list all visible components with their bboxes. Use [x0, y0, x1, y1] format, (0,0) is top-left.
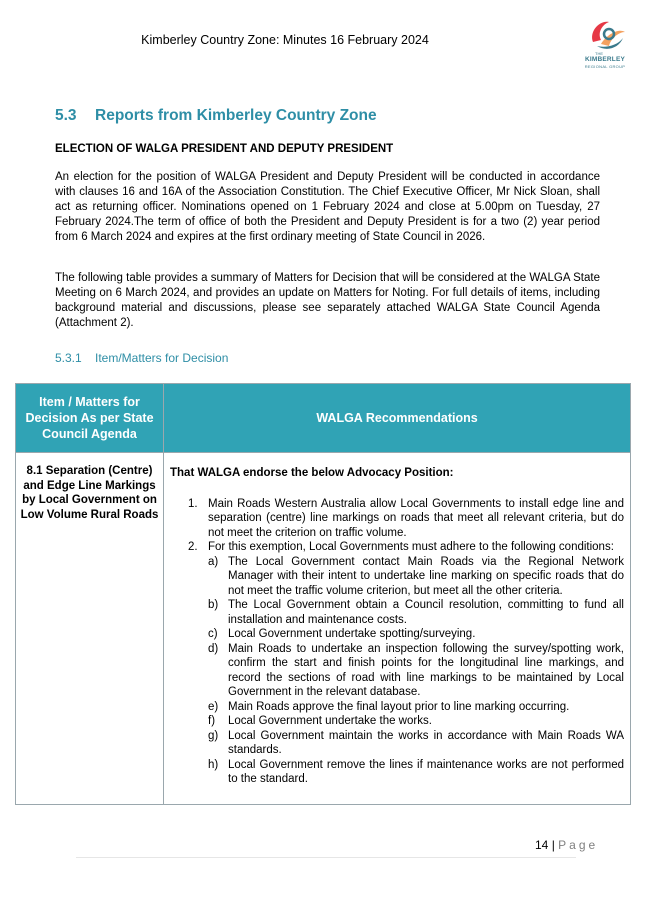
point-number: 1. [188, 497, 198, 510]
footer-divider [76, 857, 576, 858]
point-number: 2. [188, 541, 198, 553]
header-recommendations-column: WALGA Recommendations [164, 384, 631, 453]
header-item-column: Item / Matters for Decision As per State Council Agenda [16, 384, 164, 453]
condition-letter: f) [208, 715, 216, 727]
condition-text: Local Government undertake the works. [228, 715, 432, 727]
table-row [16, 453, 631, 805]
condition-text: Local Government undertake spotting/surveying. [228, 628, 476, 640]
matters-table [15, 383, 631, 805]
kimberley-logo [579, 14, 631, 72]
list-item [208, 642, 624, 700]
condition-text: Main Roads to undertake an inspection following the survey/spotting work, confirm the start and finish points for the longitudinal line markings, and record the sections of road with line markings to be maintained by Local Government in the relevant database. [228, 642, 624, 698]
point-text: For this exemption, Local Governments must adhere to the following conditions: [208, 541, 614, 553]
summary-paragraph: The following table provides a summary of Matters for Decision that will be considered at the WALGA State Meeting on 6 March 2024, and provides an update on Matters for Noting. For full details of items, including background material and discussions, please see separately attached WALGA State Council Agenda (Attachment 2). [55, 272, 600, 329]
recommendation-cell [164, 453, 631, 805]
section-number: 5.3 [55, 107, 77, 124]
logo-group: REGIONAL GROUP [584, 64, 626, 69]
condition-text: Main Roads approve the final layout prior to line marking occurring. [228, 700, 570, 713]
condition-letter: g) [208, 729, 219, 742]
endorse-statement: That WALGA endorse the below Advocacy Position: [170, 467, 454, 479]
election-paragraph: An election for the position of WALGA President and Deputy President will be conducted in accordance with clauses 16 and 16A of the Association Constitution. The Chief Executive Officer, Mr Nick Sloan, shall act as returning officer. Nominations opened on 1 February 2024 and close at 5.00pm on Tuesday, 27 February 2024.The term of office of both the President and Deputy President is for a two (2) year period from 6 March 2024 and expires at the first ordinary meeting of State Council in 2026. [55, 171, 600, 243]
item-cell: 8.1 Separation (Centre) and Edge Line Markings by Local Government on Low Volume Rural Roads [16, 453, 164, 805]
list-item [208, 627, 624, 642]
page-footer [535, 838, 598, 852]
list-item [208, 758, 624, 787]
list-item [170, 497, 624, 541]
page-number: 14 [535, 838, 549, 852]
list-item [208, 598, 624, 627]
condition-letter: d) [208, 642, 219, 655]
list-item [208, 555, 624, 599]
logo-the: THE [595, 51, 603, 56]
condition-text: Local Government maintain the works in accordance with Main Roads WA standards. [228, 729, 624, 756]
subsection-number: 5.3.1 [55, 351, 82, 365]
condition-letter: e) [208, 700, 219, 713]
condition-text: Local Government remove the lines if maintenance works are not performed to the standard. [228, 758, 624, 785]
point-text: Main Roads Western Australia allow Local Governments to install edge line and separation (centre) line markings on roads that meet all relevant criteria, but do not meet the criterion on traffic volume. [208, 497, 624, 539]
condition-letter: c) [208, 628, 218, 640]
list-item [208, 729, 624, 758]
condition-letter: a) [208, 555, 219, 568]
condition-letter: b) [208, 599, 219, 611]
subsection-heading [55, 351, 228, 365]
condition-text: The Local Government contact Main Roads via the Regional Network Manager with their intent to undertake line marking on specific roads that do not meet the traffic volume criterion, but meet all the other criteria. [228, 555, 624, 597]
election-heading: ELECTION OF WALGA PRESIDENT AND DEPUTY PRESIDENT [55, 143, 394, 155]
subsection-title: Item/Matters for Decision [95, 351, 229, 365]
section-heading [55, 107, 377, 125]
conditions-list [208, 555, 624, 787]
condition-text: The Local Government obtain a Council resolution, committing to fund all installation and maintenance costs. [228, 599, 624, 626]
advocacy-points [170, 497, 624, 787]
logo-name: KIMBERLEY [584, 56, 626, 63]
page-separator: | [551, 838, 555, 852]
logo-swirl-icon [579, 14, 631, 54]
table-header-row [16, 384, 631, 453]
list-item [170, 540, 624, 787]
header-title: Kimberley Country Zone: Minutes 16 February 2024 [141, 33, 429, 47]
list-item [208, 714, 624, 729]
list-item [208, 700, 624, 715]
section-title: Reports from Kimberley Country Zone [95, 107, 377, 124]
condition-letter: h) [208, 758, 219, 771]
page-word: Page [558, 838, 599, 852]
